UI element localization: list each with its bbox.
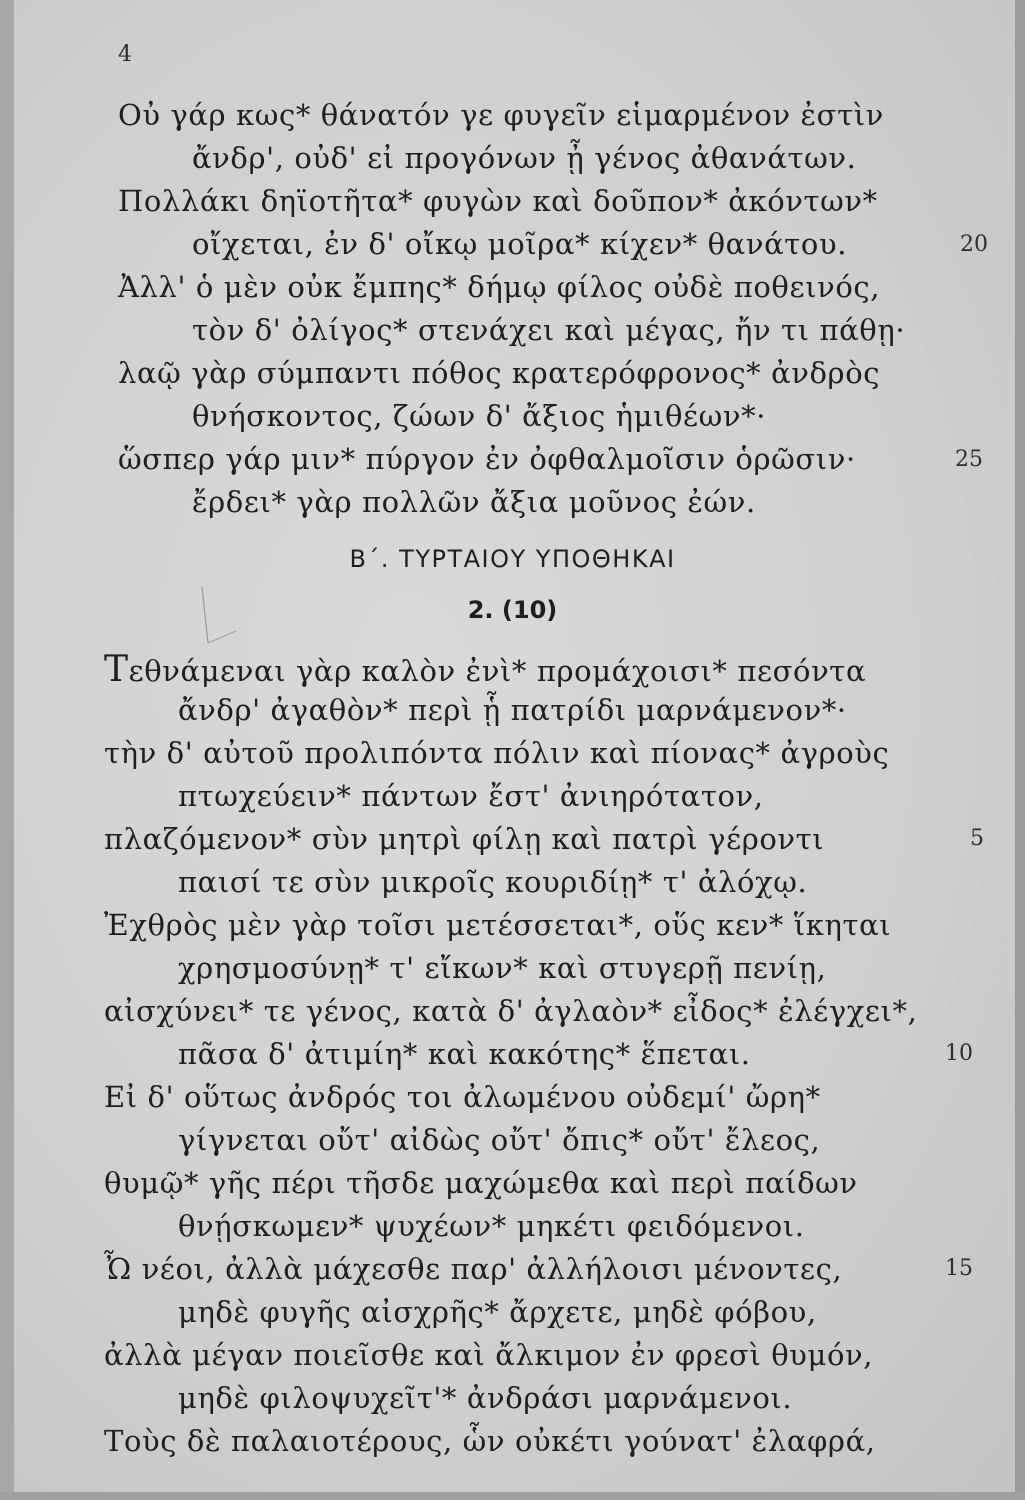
line-number: 10 xyxy=(945,1041,973,1066)
pencil-mark xyxy=(180,585,240,645)
verse-line: Εἰ δ' οὕτως ἀνδρός τοι ἀλωμένου οὐδεμί' ὤρη* xyxy=(104,1080,821,1114)
verse-line: μηδὲ φιλοψυχεῖτ'* ἀνδράσι μαρνάμενοι. xyxy=(178,1381,793,1415)
verse-line: ἄνδρ' ἀγαθὸν* περὶ ᾗ πατρίδι μαρνάμενον*· xyxy=(178,693,847,727)
drop-initial: Τ xyxy=(104,649,129,690)
line-number: 25 xyxy=(955,447,983,472)
verse-line: πλαζόμενον* σὺν μητρὶ φίλῃ καὶ πατρὶ γέροντι xyxy=(104,822,825,856)
page-left-edge xyxy=(0,0,14,1500)
verse-line: ὥσπερ γάρ μιν* πύργον ἐν ὀφθαλμοῖσιν ὁρῶσιν· xyxy=(118,442,856,476)
verse-line: παισί τε σὺν μικροῖς κουριδίῃ* τ' ἀλόχῳ. xyxy=(178,865,808,899)
verse-line: Οὐ γάρ κως* θάνατόν γε φυγεῖν εἱμαρμένον ἐστὶν xyxy=(118,98,884,132)
verse-line: ἔρδει* γὰρ πολλῶν ἄξια μοῦνος ἐών. xyxy=(192,485,756,519)
verse-line: Τοὺς δὲ παλαιοτέρους, ὧν οὐκέτι γούνατ' ἐλαφρά, xyxy=(104,1424,876,1458)
section-heading: Β΄. ΤΥΡΤΑΙΟΥ ΥΠΟΘΗΚΑΙ xyxy=(349,545,676,573)
line-number: 5 xyxy=(970,826,984,851)
verse-line: αἰσχύνει* τε γένος, κατὰ δ' ἀγλαὸν* εἶδος* ἐλέγχει*, xyxy=(104,994,918,1028)
verse-line: χρησμοσύνῃ* τ' εἴκων* καὶ στυγερῇ πενίῃ, xyxy=(178,951,827,985)
verse-line-text: εθνάμεναι γὰρ καλὸν ἐνὶ* προμάχοισι* πεσόντα xyxy=(128,654,867,688)
verse-line: τὴν δ' αὐτοῦ προλιπόντα πόλιν καὶ πίονας* ἀγροὺς xyxy=(104,736,890,770)
page-right-edge xyxy=(1015,0,1025,1500)
verse-line: θνήσκοντος, ζώων δ' ἄξιος ἡμιθέων*· xyxy=(192,399,767,433)
verse-line: πᾶσα δ' ἀτιμίη* καὶ κακότης* ἕπεται. xyxy=(178,1037,751,1071)
verse-line: οἴχεται, ἐν δ' οἴκῳ μοῖρα* κίχεν* θανάτου. xyxy=(192,227,848,261)
verse-line: μηδὲ φυγῆς αἰσχρῆς* ἄρχετε, μηδὲ φόβου, xyxy=(178,1295,817,1329)
line-number: 20 xyxy=(960,232,988,257)
verse-line: Ἀλλ' ὁ μὲν οὐκ ἔμπης* δήμῳ φίλος οὐδὲ ποθεινός, xyxy=(118,270,881,304)
verse-line-first xyxy=(104,649,866,690)
verse-line: Ὦ νέοι, ἀλλὰ μάχεσθε παρ' ἀλλήλοισι μένοντες, xyxy=(104,1252,843,1286)
verse-line: Ἐχθρὸς μὲν γὰρ τοῖσι μετέσσεται*, οὕς κεν* ἵκηται xyxy=(104,908,892,942)
verse-line: θυμῷ* γῆς πέρι τῆσδε μαχώμεθα καὶ περὶ παίδων xyxy=(104,1166,858,1200)
verse-line: τὸν δ' ὀλίγος* στενάχει καὶ μέγας, ἤν τι πάθῃ· xyxy=(192,313,906,347)
poem-number: 2. (10) xyxy=(467,596,558,624)
page-number: 4 xyxy=(118,42,132,67)
verse-line: ἄνδρ', οὐδ' εἰ προγόνων ᾖ γένος ἀθανάτων. xyxy=(192,141,857,175)
verse-line: ἀλλὰ μέγαν ποιεῖσθε καὶ ἄλκιμον ἐν φρεσὶ θυμόν, xyxy=(104,1338,874,1372)
page-bottom-edge xyxy=(0,1492,1025,1500)
verse-line: Πολλάκι δηϊοτῆτα* φυγὼν καὶ δοῦπον* ἀκόντων* xyxy=(118,184,878,218)
verse-line: γίγνεται οὔτ' αἰδὼς οὔτ' ὄπις* οὔτ' ἔλεος, xyxy=(178,1123,821,1157)
verse-line: πτωχεύειν* πάντων ἔστ' ἀνιηρότατον, xyxy=(178,779,764,813)
verse-line: θνῄσκωμεν* ψυχέων* μηκέτι φειδόμενοι. xyxy=(178,1209,805,1243)
line-number: 15 xyxy=(945,1256,973,1281)
verse-line: λαῷ γὰρ σύμπαντι πόθος κρατερόφρονος* ἀνδρὸς xyxy=(118,356,881,390)
